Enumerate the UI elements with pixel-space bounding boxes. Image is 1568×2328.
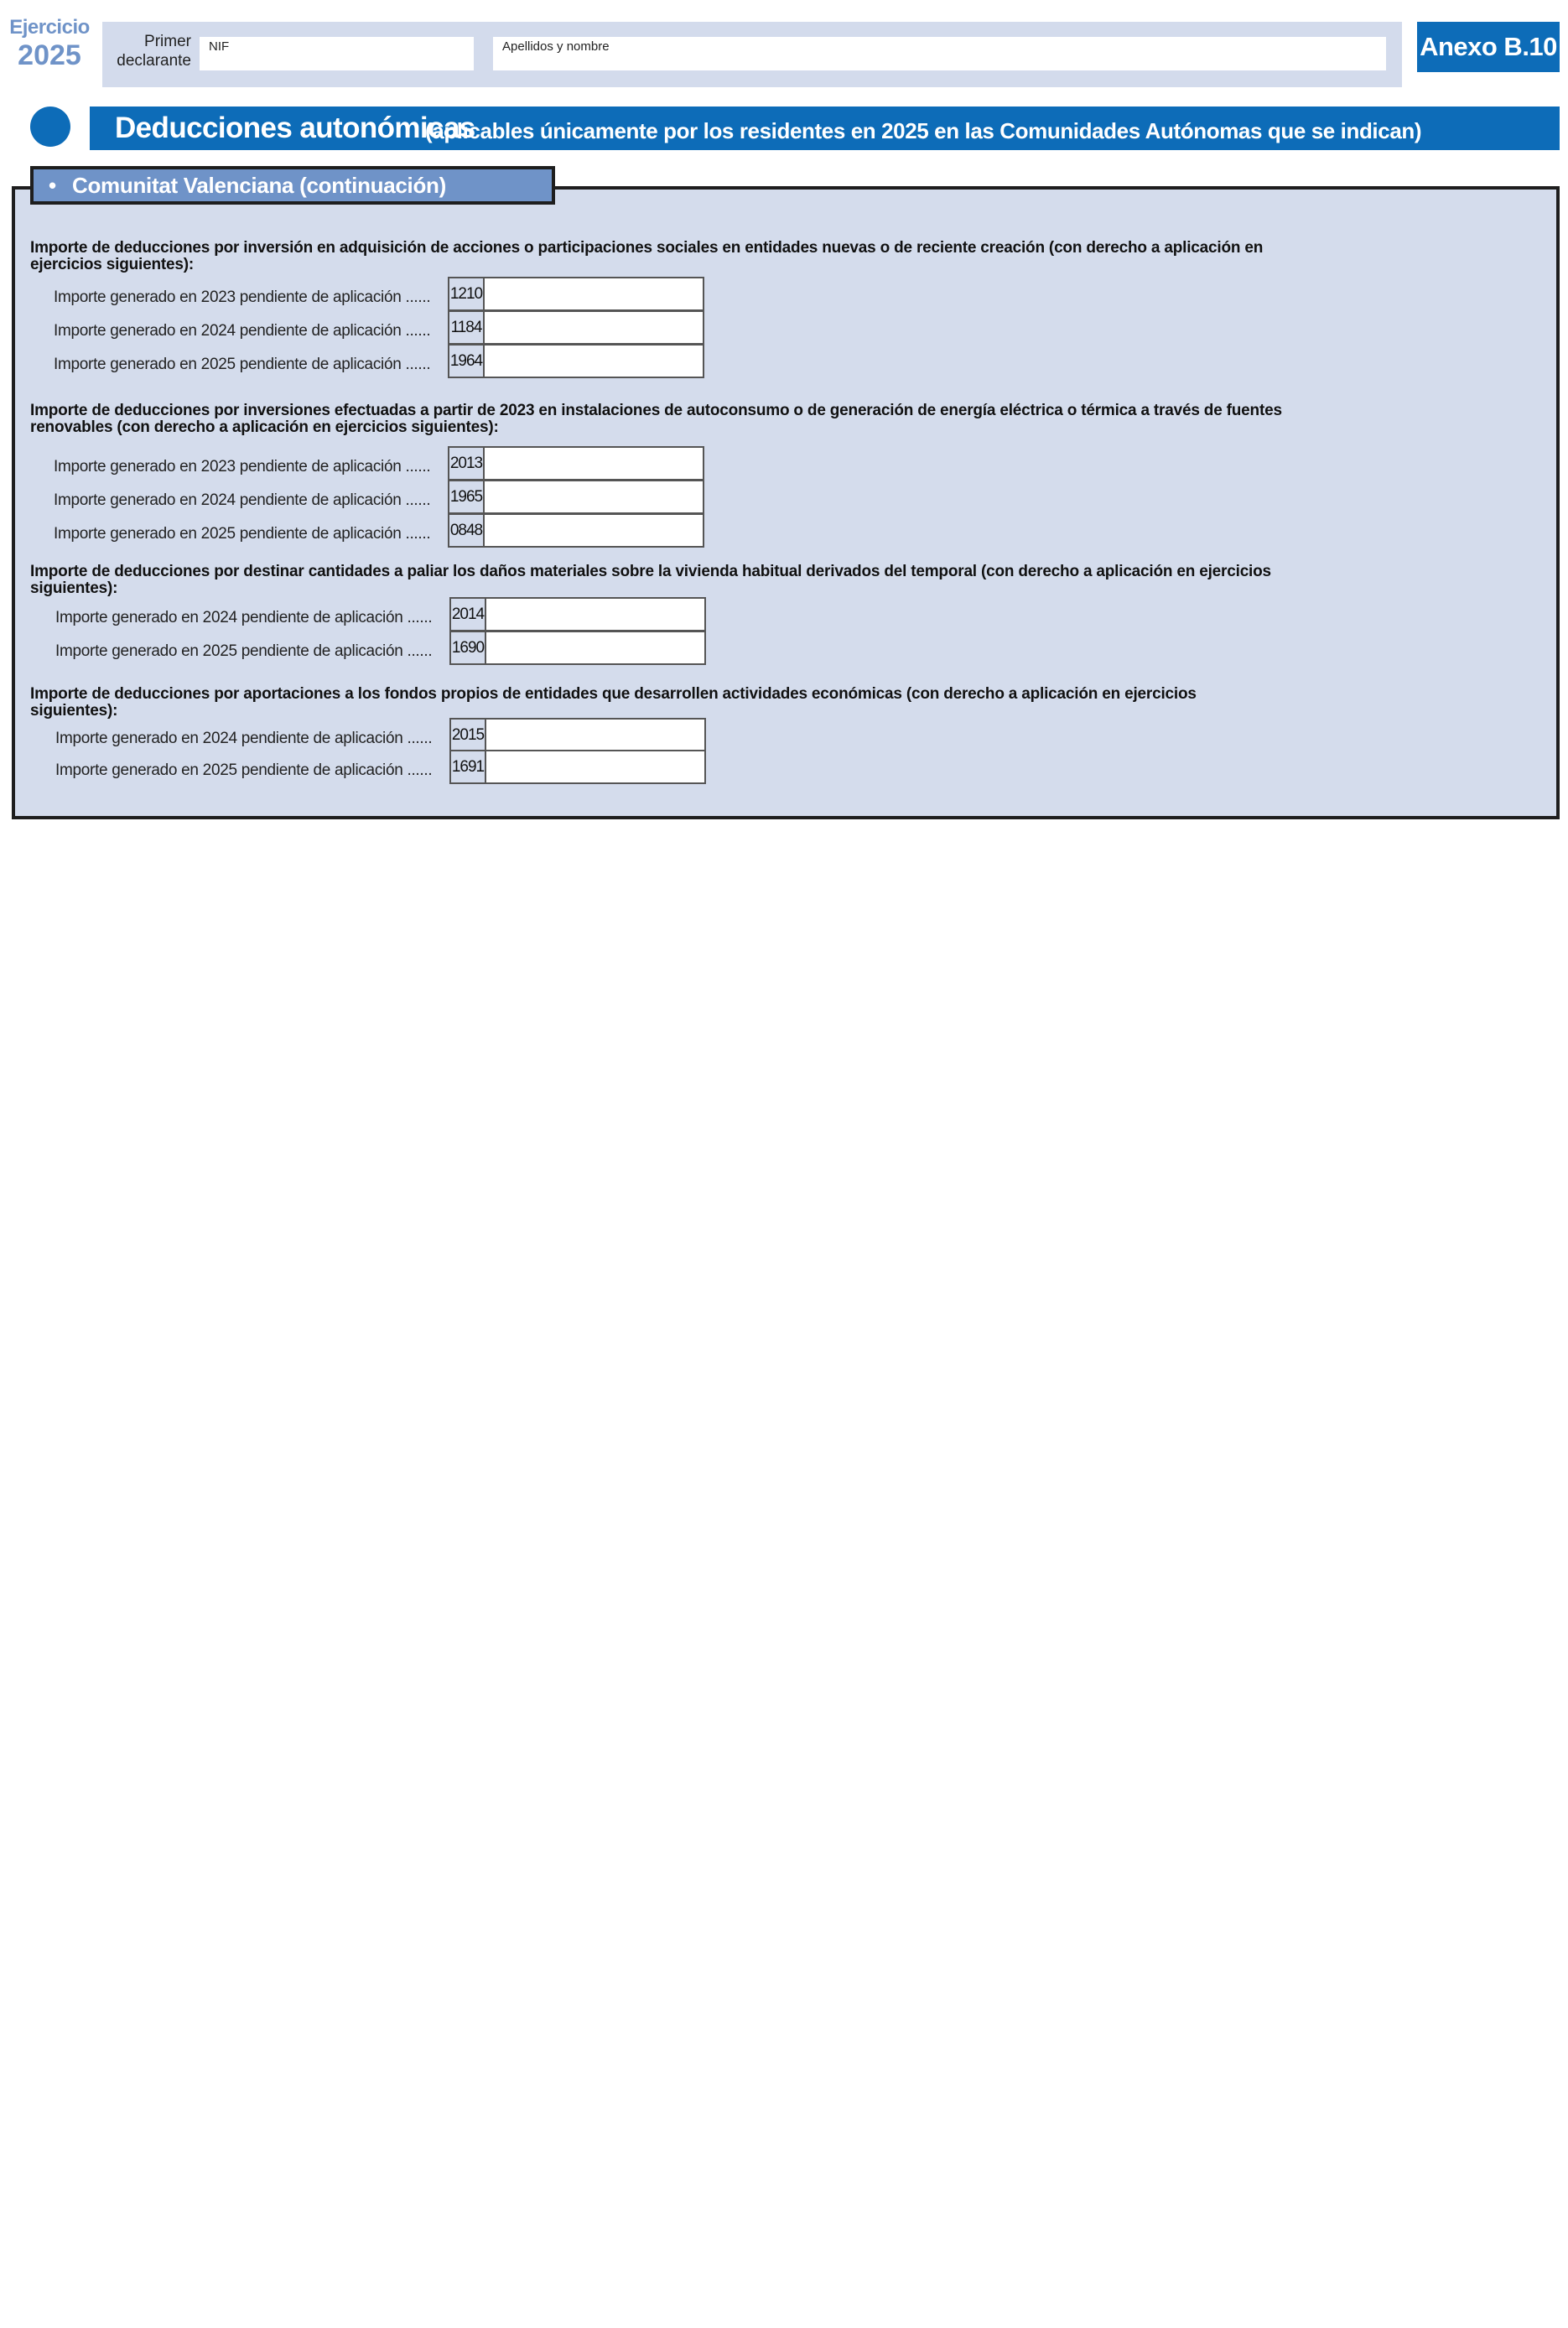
declarante-bar <box>102 22 1402 87</box>
section-subtitle: (aplicables únicamente por los residentes en 2025 en las Comunidades Autónomas que se indican) <box>425 118 1422 143</box>
row-label: Importe generado en 2025 pendiente de aplicación ...... <box>55 642 433 660</box>
group-title: Importe de deducciones por inversiones efectuadas a partir de 2023 en instalaciones de autoconsumo o de generación de energía eléctrica o térmica a través de fuentes renovables (con derecho a aplicación en ejercicios siguientes): <box>30 402 1282 436</box>
casilla-input[interactable] <box>486 718 706 752</box>
row-label: Importe generado en 2024 pendiente de aplicación ...... <box>54 491 431 509</box>
casilla-input[interactable] <box>485 446 704 481</box>
casilla-code: 1690 <box>449 631 486 665</box>
region-tab <box>30 166 555 205</box>
casilla-code: 1964 <box>448 344 485 378</box>
casilla-input[interactable] <box>486 631 706 665</box>
declarante-label: Primer declarante <box>117 33 191 70</box>
casilla-code: 1965 <box>448 480 485 514</box>
casilla-code: 2015 <box>449 718 486 752</box>
casilla-code: 1691 <box>449 750 486 784</box>
bullet-icon: • <box>49 173 57 198</box>
apellidos-nombre-field[interactable] <box>493 37 1386 70</box>
casilla-code: 2013 <box>448 446 485 481</box>
casilla-input[interactable] <box>485 480 704 514</box>
section-marker-icon <box>30 107 70 147</box>
casilla-input[interactable] <box>486 750 706 784</box>
row-label: Importe generado en 2024 pendiente de aplicación ...... <box>55 609 433 626</box>
section-title-bar <box>90 107 1560 150</box>
ejercicio-label: Ejercicio <box>9 16 90 39</box>
row-label: Importe generado en 2025 pendiente de aplicación ...... <box>55 761 433 779</box>
casilla-code: 0848 <box>448 513 485 548</box>
casilla-code: 1184 <box>448 310 485 345</box>
row-label: Importe generado en 2025 pendiente de aplicación ...... <box>54 525 431 543</box>
casilla-input[interactable] <box>485 277 704 311</box>
casilla-input[interactable] <box>485 310 704 345</box>
row-label: Importe generado en 2025 pendiente de aplicación ...... <box>54 356 431 373</box>
row-label: Importe generado en 2023 pendiente de aplicación ...... <box>54 458 431 475</box>
group-title: Importe de deducciones por destinar cantidades a paliar los daños materiales sobre la vivienda habitual derivados del temporal (con derecho a aplicación en ejercicios siguientes): <box>30 563 1271 597</box>
group-title: Importe de deducciones por inversión en adquisición de acciones o participaciones sociales en entidades nuevas o de reciente creación (con derecho a aplicación en ejercicios siguientes): <box>30 239 1264 273</box>
casilla-input[interactable] <box>486 597 706 631</box>
ejercicio-year: 2025 <box>18 39 81 71</box>
group-title: Importe de deducciones por aportaciones a los fondos propios de entidades que desarrollen actividades económicas (con derecho a aplicación en ejercicios siguientes): <box>30 685 1197 720</box>
nif-field[interactable] <box>200 37 474 70</box>
ejercicio-block <box>5 17 94 72</box>
row-label: Importe generado en 2023 pendiente de aplicación ...... <box>54 288 431 306</box>
casilla-code: 1210 <box>448 277 485 311</box>
casilla-input[interactable] <box>485 513 704 548</box>
row-label: Importe generado en 2024 pendiente de aplicación ...... <box>54 322 431 340</box>
anexo-badge: Anexo B.10 <box>1417 22 1560 72</box>
casilla-code: 2014 <box>449 597 486 631</box>
casilla-input[interactable] <box>485 344 704 378</box>
apellidos-nombre-label: Apellidos y nombre <box>502 39 610 54</box>
row-label: Importe generado en 2024 pendiente de aplicación ...... <box>55 730 433 747</box>
section-title: Deducciones autonómicas <box>115 112 475 144</box>
nif-label: NIF <box>209 39 230 54</box>
region-title: Comunitat Valenciana (continuación) <box>72 173 446 198</box>
